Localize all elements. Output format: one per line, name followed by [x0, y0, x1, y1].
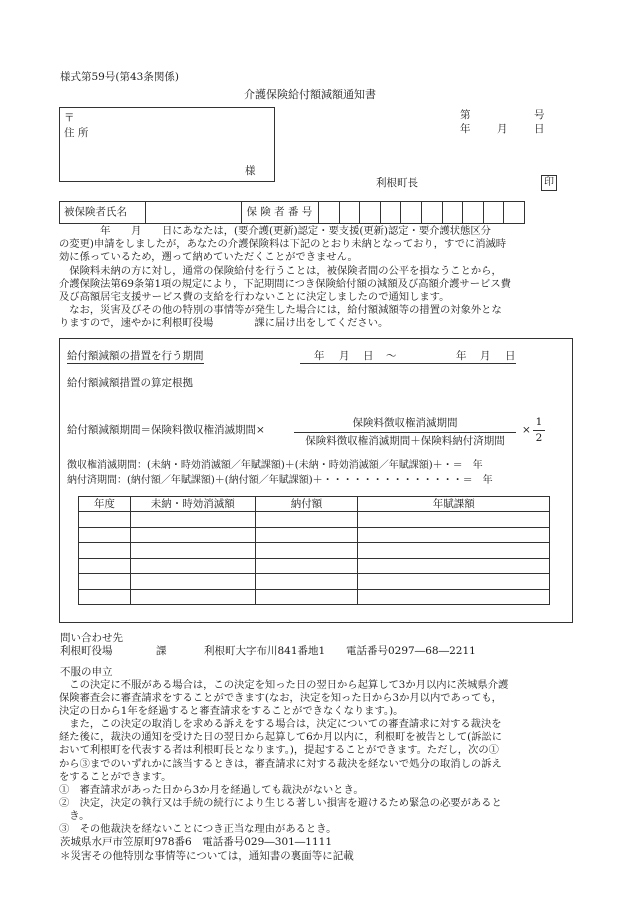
- paid-period-line: 納付済期間：(納付額／年賦課額)＋(納付額／年賦課額)＋・・・・・・・・・・・・・・＝ 年: [67, 475, 493, 486]
- table-row: [79, 543, 550, 559]
- period-tilde: ～: [386, 350, 397, 362]
- insured-name-cell: [145, 202, 242, 224]
- footnote: ＊災害その他特別な事情等については，通知書の裏面等に記載: [60, 850, 354, 862]
- col-header-year: 年度: [79, 497, 131, 512]
- doc-number-label: 第: [460, 109, 471, 121]
- number-digit-cell: [380, 202, 401, 224]
- period-to-month: 月: [480, 350, 491, 362]
- half-fraction: [533, 417, 545, 443]
- seal-mark: 印: [541, 175, 557, 191]
- contact-address: 利根町大字布川841番地1: [204, 645, 326, 657]
- address-box: [59, 107, 275, 182]
- table-row: [79, 589, 550, 605]
- extinct-period-line: 徴収権消滅期間：(未納・時効消滅額／年賦課額)＋(未納・時効消滅額／年賦課額)＋・＝ 年: [67, 460, 483, 471]
- formula-lhs: 給付額減額期間＝保険料徴収権消滅期間×: [67, 424, 265, 436]
- table-row: [79, 527, 550, 543]
- basis-label: 給付額減額措置の算定根拠: [67, 377, 193, 389]
- honorific: 様: [245, 165, 256, 177]
- col-header-paid: 納付額: [255, 497, 358, 512]
- col-header-annual: 年賦課額: [358, 497, 550, 512]
- document-title: 介護保険給付額減額通知書: [244, 88, 376, 101]
- table-row: [79, 558, 550, 574]
- pref-review-address: 茨城県水戸市笠原町978番6 電話番号029―301―1111: [60, 836, 333, 848]
- formula-denominator: 保険料徴収権消滅期間＋保険料納付済期間: [305, 434, 505, 447]
- period-from-day: 日: [363, 350, 374, 362]
- appeal-item-3: ③ その他裁決を経ないことにつき正当な理由があるとき。: [59, 823, 337, 835]
- number-digit-cell: [319, 202, 340, 224]
- contact-section: 課: [156, 645, 167, 657]
- appeal-item-2: ② 決定，決定の執行又は手続の続行により生じる著しい損害を避けるため緊急の必要があると き。: [59, 797, 502, 823]
- contact-phone: 電話番号0297―68―2211: [346, 645, 476, 657]
- appeal-heading: 不服の申立: [60, 666, 113, 678]
- appeal-item-1: ① 審査請求があった日から3か月を経過しても裁決がないとき。: [59, 784, 364, 796]
- number-digit-cell: [360, 202, 381, 224]
- appeal-paragraph-1: この決定に不服がある場合は，この決定を知った日の翌日から起算して3か月以内に茨城県介護 保険審査会に審査請求をすることができます(なお，決定を知った日から3か月以内であっても， 決定の日から1年を経過すると審査請求をすることができなくなります。)。: [59, 679, 509, 718]
- half-numerator: 1: [533, 417, 545, 431]
- doc-number-suffix: 号: [534, 109, 545, 121]
- body-paragraph-1: 年 月 日にあなたは，(要介護(更新)認定・要支援(更新)認定・要介護状態区分 の変更)申請をしましたが，あなたの介護保険料は下記のとおり未納となっており，すでに消滅時 効に係っているため，遡って納めていただくことができません。: [59, 225, 507, 264]
- form-number: 様式第59号(第43条関係): [60, 71, 179, 83]
- half-denominator: 2: [535, 431, 543, 444]
- period-label: 給付額減額の措置を行う期間: [67, 350, 204, 362]
- payment-table: [78, 496, 550, 605]
- period-to-year: 年: [456, 350, 467, 362]
- period-to-day: 日: [505, 350, 516, 362]
- table-header-row: [79, 497, 550, 512]
- mayor-name: 利根町長: [376, 177, 418, 189]
- number-digit-cell: [401, 202, 422, 224]
- insured-table: [59, 201, 525, 224]
- insurer-number-label: 保 険 者 番 号: [242, 202, 319, 224]
- issue-month: 月: [497, 123, 508, 135]
- formula-times: ×: [522, 424, 531, 436]
- issue-year: 年: [460, 123, 471, 135]
- appeal-paragraph-2: また，この決定の取消しを求める訴えをする場合は，決定についての審査請求に対する裁決を 経た後に，裁決の通知を受けた日の翌日から起算して6か月以内に，利根町を被告として(訴訟に おいて利根町を代表する者は利根町長となります。)，提起することができます。ただし，次の① から③までのいずれかに該当するときは，審査請求に対する裁決を経ないで処分の取消しの訴え をすることができます。: [59, 718, 503, 783]
- table-row: [79, 512, 550, 528]
- body-paragraph-2: 保険料未納の方に対し，通常の保険給付を行うことは，被保険者間の公平を損なうことから， 介護保険法第69条第1項の規定により，下記期間につき保険給付額の減額及び高額介護サービス費 及び高額居宅支援サービス費の支給を行わないことに決定しましたので通知します。: [59, 265, 511, 304]
- contact-heading: 問い合わせ先: [60, 632, 123, 644]
- number-digit-cell: [339, 202, 360, 224]
- number-digit-cell: [422, 202, 443, 224]
- contact-office: 利根町役場: [60, 645, 113, 657]
- formula-fraction: [294, 418, 516, 446]
- table-row: [79, 574, 550, 590]
- formula-numerator: 保険料徴収権消滅期間: [294, 418, 516, 433]
- body-paragraph-3: なお，災害及びその他の特別の事情等が発生した場合には，給付額減額等の措置の対象外とな りますので，速やかに利根町役場 課に届け出をしてください。: [59, 304, 502, 330]
- insured-name-label: 被保険者氏名: [60, 202, 146, 224]
- issue-day: 日: [534, 123, 545, 135]
- number-digit-cell: [463, 202, 484, 224]
- period-from-month: 月: [339, 350, 350, 362]
- address-label: 住 所: [64, 127, 89, 139]
- col-header-unpaid: 未納・時効消滅額: [130, 497, 255, 512]
- number-digit-cell: [483, 202, 504, 224]
- number-digit-cell: [442, 202, 463, 224]
- period-from-year: 年: [314, 350, 325, 362]
- number-digit-cell: [504, 202, 525, 224]
- postal-mark: 〒: [64, 112, 75, 124]
